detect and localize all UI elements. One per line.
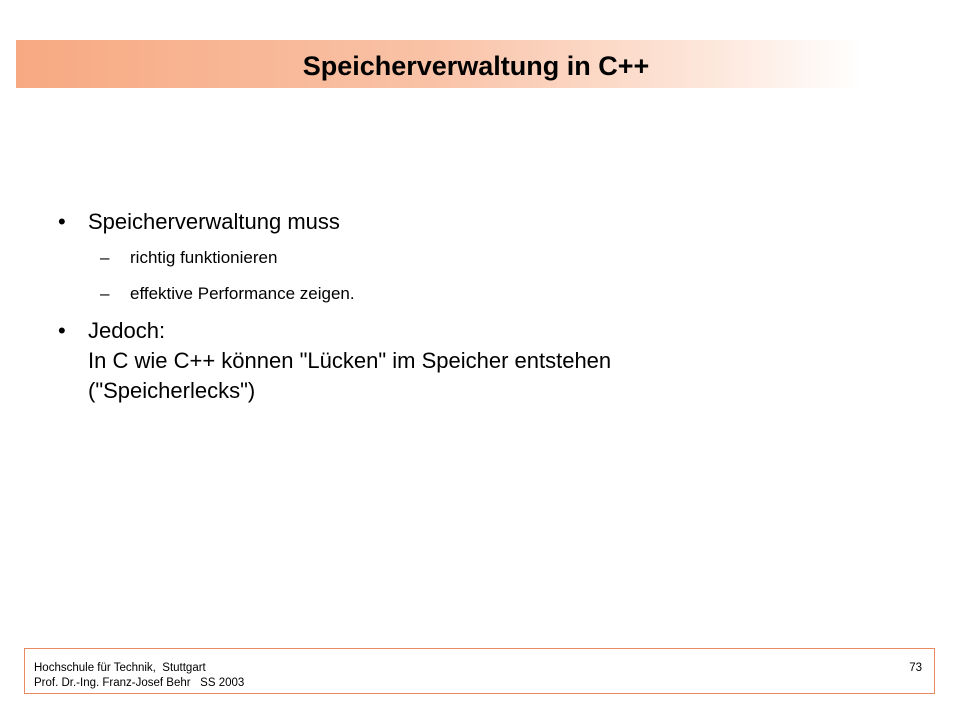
page-number: 73: [909, 662, 922, 674]
footer-author: Prof. Dr.-Ing. Franz-Josef Behr SS 2003: [34, 677, 245, 689]
footer-institution: Hochschule für Technik, Stuttgart: [34, 662, 206, 674]
footer-box: [24, 648, 935, 694]
sub-item-text: effektive Performance zeigen.: [130, 284, 355, 303]
dash-mark: –: [100, 284, 110, 303]
slide-title: Speicherverwaltung in C++: [302, 51, 650, 81]
bullet-line: In C wie C++ können "Lücken" im Speicher entstehen: [88, 348, 612, 373]
bullet-line: Jedoch:: [88, 318, 166, 343]
bullet-line: ("Speicherlecks"): [88, 378, 256, 403]
bullet-mark: •: [58, 209, 66, 234]
title-bar: [16, 40, 936, 88]
bullet-text: Speicherverwaltung muss: [88, 209, 340, 234]
sub-item-text: richtig funktionieren: [130, 248, 278, 267]
dash-mark: –: [100, 248, 110, 267]
bullet-mark: •: [58, 318, 66, 343]
